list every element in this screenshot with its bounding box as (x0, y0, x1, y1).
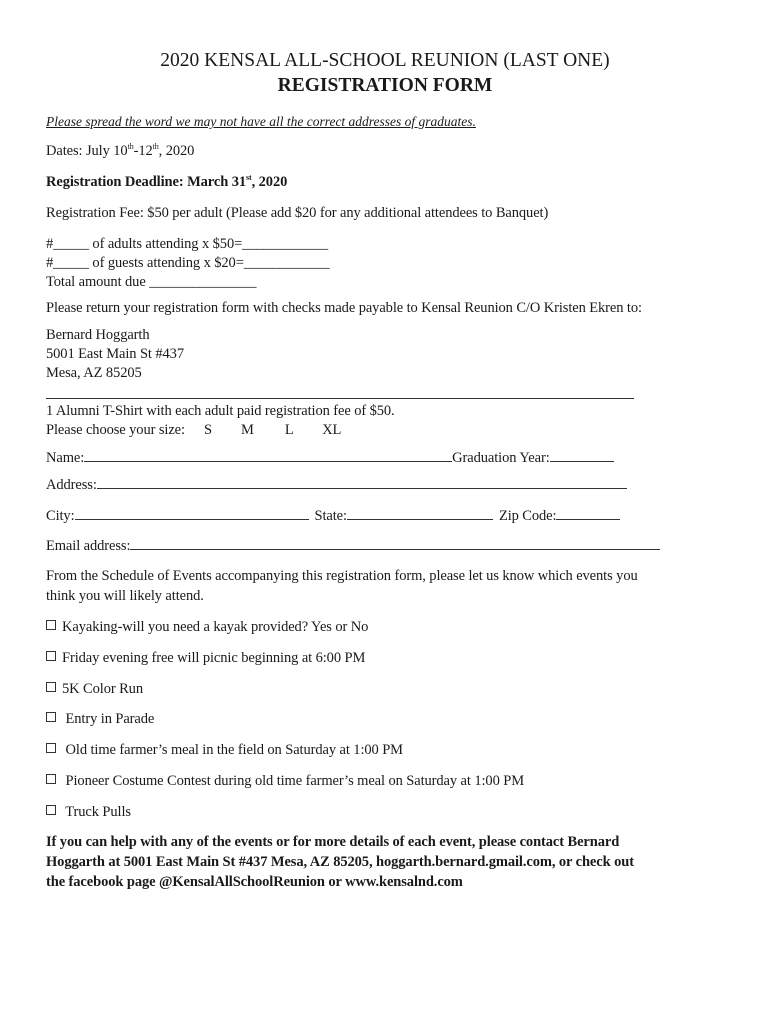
tshirt-size-row (46, 422, 341, 439)
event-label: 5K Color Run (62, 681, 143, 697)
graduation-year-label: Graduation Year: (452, 450, 550, 466)
event-option (46, 711, 154, 728)
size-l[interactable]: L (284, 422, 294, 438)
email-row (46, 537, 660, 555)
address-row (46, 476, 627, 494)
address-label: Address: (46, 477, 97, 493)
address-city: Mesa, AZ 85205 (46, 365, 142, 381)
checkbox[interactable] (46, 805, 56, 815)
schedule-intro-line2: think you will likely attend. (46, 588, 204, 604)
size-s[interactable]: S (204, 422, 212, 438)
zip-label: Zip Code: (498, 508, 557, 524)
event-label: Entry in Parade (62, 711, 155, 727)
adults-attending-line: #_____ of adults attending x $50=____________ (46, 236, 328, 252)
city-state-zip-row (46, 507, 620, 525)
guests-attending-line: #_____ of guests attending x $20=____________ (46, 255, 330, 271)
return-instructions: Please return your registration form with checks made payable to Kensal Reunion C/O Kristen Ekren to: (46, 300, 642, 316)
event-option (46, 804, 131, 821)
checkbox[interactable] (46, 651, 56, 661)
address-street: 5001 East Main St #437 (46, 346, 184, 362)
event-label: Truck Pulls (62, 804, 131, 820)
address-field[interactable] (97, 476, 627, 489)
checkbox[interactable] (46, 743, 56, 753)
email-field[interactable] (130, 537, 660, 550)
contact-line3: the facebook page @KensalAllSchoolReunion or www.kensalnd.com (46, 874, 463, 890)
zip-field[interactable] (556, 507, 620, 520)
deadline-sup: st (246, 173, 252, 183)
checkbox[interactable] (46, 712, 56, 722)
checkbox[interactable] (46, 620, 56, 630)
schedule-intro-line1: From the Schedule of Events accompanying this registration form, please let us know which events you (46, 568, 638, 584)
name-label: Name: (46, 450, 85, 466)
deadline-prefix: Registration Deadline: March 31 (46, 174, 247, 190)
event-option (46, 650, 365, 667)
dates-sup-2: th (152, 142, 159, 152)
registration-deadline (46, 174, 287, 191)
event-option (46, 742, 403, 759)
deadline-suffix: , 2020 (251, 174, 288, 190)
dates-suffix: , 2020 (158, 143, 195, 159)
event-option (46, 619, 368, 636)
dates-sup-1: th (127, 142, 134, 152)
form-title: 2020 KENSAL ALL-SCHOOL REUNION (LAST ONE) (160, 50, 610, 71)
name-field[interactable] (84, 449, 452, 462)
tshirt-offer: 1 Alumni T-Shirt with each adult paid registration fee of $50. (46, 403, 395, 419)
checkbox[interactable] (46, 682, 56, 692)
checkbox[interactable] (46, 774, 56, 784)
form-subtitle: REGISTRATION FORM (277, 75, 493, 96)
tshirt-size-label: Please choose your size: (46, 422, 185, 438)
city-field[interactable] (75, 507, 309, 520)
email-label: Email address: (46, 538, 131, 554)
state-label: State: (314, 508, 347, 524)
address-name: Bernard Hoggarth (46, 327, 150, 343)
dates-prefix: Dates: July 10 (46, 143, 128, 159)
event-option (46, 773, 524, 790)
city-label: City: (46, 508, 75, 524)
size-xl[interactable]: XL (322, 422, 342, 438)
spread-word-note: Please spread the word we may not have all the correct addresses of graduates. (46, 114, 476, 129)
registration-fee: Registration Fee: $50 per adult (Please add $20 for any additional attendees to Banquet) (46, 205, 549, 221)
total-amount-line: Total amount due _______________ (46, 274, 257, 290)
event-label: Friday evening free will picnic beginning at 6:00 PM (62, 650, 366, 666)
dates-mid: -12 (133, 143, 153, 159)
event-label: Kayaking-will you need a kayak provided? Yes or No (62, 619, 369, 635)
contact-line1: If you can help with any of the events or for more details of each event, please contact Bernard (46, 834, 620, 850)
section-divider (46, 398, 634, 399)
event-dates (46, 143, 194, 160)
graduation-year-field[interactable] (550, 449, 614, 462)
state-field[interactable] (347, 507, 493, 520)
event-label: Pioneer Costume Contest during old time farmer’s meal on Saturday at 1:00 PM (62, 773, 525, 789)
event-label: Old time farmer’s meal in the field on Saturday at 1:00 PM (62, 742, 403, 758)
contact-line2: Hoggarth at 5001 East Main St #437 Mesa, AZ 85205, hoggarth.bernard.gmail.com, or check out (46, 854, 634, 870)
size-m[interactable]: M (241, 422, 254, 438)
event-option (46, 681, 143, 698)
name-row (46, 449, 614, 467)
